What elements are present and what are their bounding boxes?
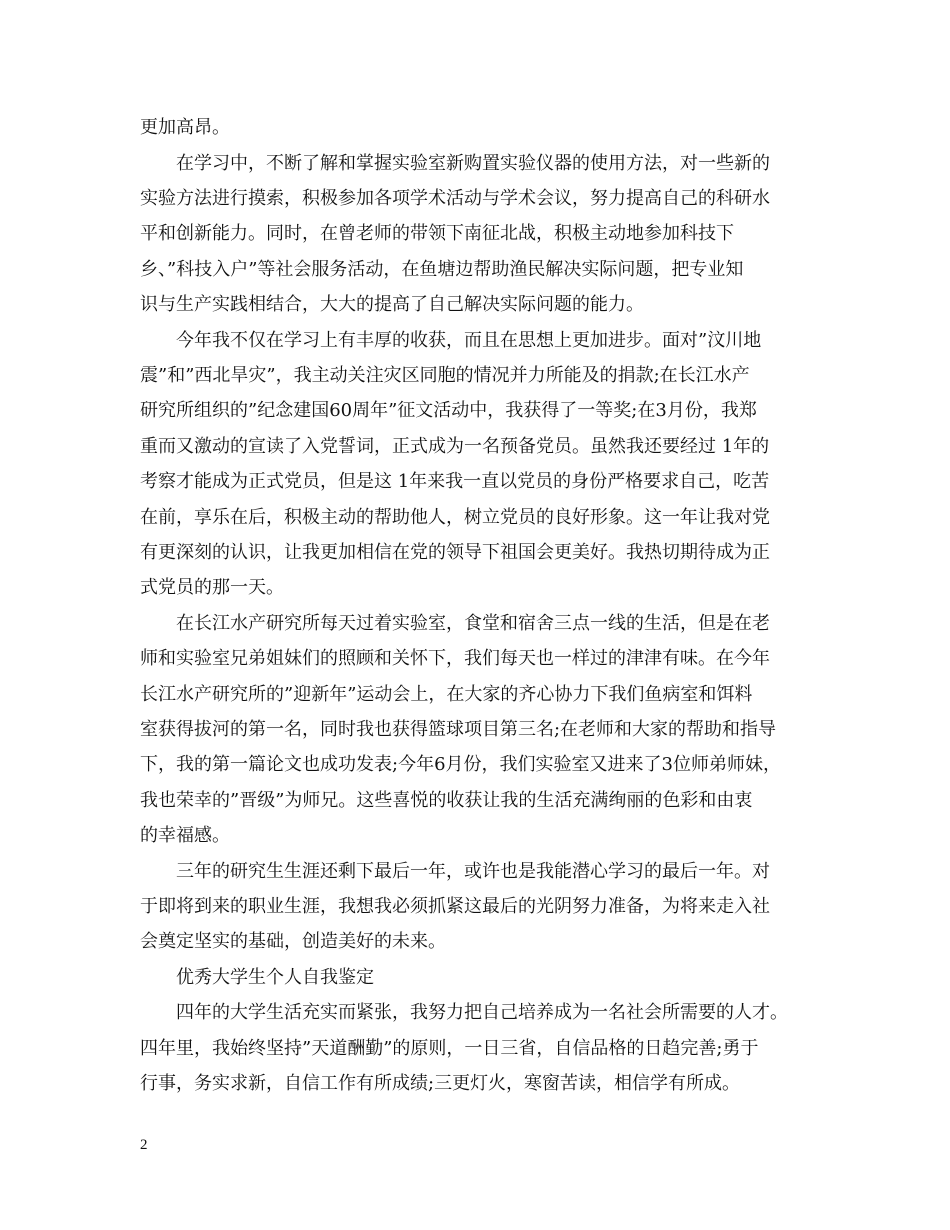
text-line: 三年的研究生生涯还剩下最后一年，或许也是我能潜心学习的最后一年。对 (140, 861, 770, 882)
text-line: 识与生产实践相结合，大大的提高了自己解决实际问题的能力。 (140, 294, 644, 315)
text-line: 更加高昂。 (140, 117, 230, 138)
text-line: 震”和”西北旱灾”，我主动关注灾区同胞的情况并力所能及的捐款;在长江水产 (140, 365, 750, 386)
text-line: 实验方法进行摸索，积极参加各项学术活动与学术会议，努力提高自己的科研水 (140, 188, 770, 209)
text-line: 在长江水产研究所每天过着实验室，食堂和宿舍三点一线的生活，但是在老 (140, 613, 770, 634)
text-line: 乡、”科技入户”等社会服务活动，在鱼塘边帮助渔民解决实际问题，把专业知 (140, 259, 744, 280)
text-line: 今年我不仅在学习上有丰厚的收获，而且在思想上更加进步。面对”汶川地 (140, 330, 762, 351)
text-line: 师和实验室兄弟姐妹们的照顾和关怀下，我们每天也一样过的津津有味。在今年 (140, 648, 770, 669)
page-number: 2 (140, 1137, 148, 1153)
section-heading: 优秀大学生个人自我鉴定 (140, 967, 374, 988)
text-line: 室获得拔河的第一名，同时我也获得篮球项目第三名;在老师和大家的帮助和指导 (140, 719, 777, 740)
text-line: 下，我的第一篇论文也成功发表;今年6月份，我们实验室又进来了3位师弟师妹， (140, 754, 781, 775)
text-line: 于即将到来的职业生涯，我想我必须抓紧这最后的光阴努力准备，为将来走入社 (140, 896, 770, 917)
text-line: 四年里，我始终坚持”天道酬勤”的原则，一日三省，自信品格的日趋完善;勇于 (140, 1038, 759, 1059)
text-line: 考察才能成为正式党员，但是这 1年来我一直以党员的身份严格要求自己，吃苦 (140, 471, 770, 492)
text-line: 四年的大学生活充实而紧张，我努力把自己培养成为一名社会所需要的人才。 (140, 1002, 788, 1023)
text-line: 在学习中，不断了解和掌握实验室新购置实验仪器的使用方法，对一些新的 (140, 153, 770, 174)
text-line: 重而又激动的宣读了入党誓词，正式成为一名预备党员。虽然我还要经过 1年的 (140, 436, 770, 457)
text-line: 行事，务实求新，自信工作有所成绩;三更灯火，寒窗苦读，相信学有所成。 (140, 1073, 741, 1094)
text-line: 会奠定坚实的基础，创造美好的未来。 (140, 931, 446, 952)
text-line: 研究所组织的”纪念建国60周年”征文活动中，我获得了一等奖;在3月份，我郑 (140, 400, 757, 421)
text-line: 平和创新能力。同时，在曾老师的带领下南征北战，积极主动地参加科技下 (140, 223, 734, 244)
text-line: 有更深刻的认识，让我更加相信在党的领导下祖国会更美好。我热切期待成为正 (140, 542, 770, 563)
text-line: 长江水产研究所的”迎新年”运动会上，在大家的齐心协力下我们鱼病室和饵料 (140, 684, 753, 705)
text-line: 的幸福感。 (140, 825, 230, 846)
text-line: 在前，享乐在后，积极主动的帮助他人，树立党员的良好形象。这一年让我对党 (140, 507, 770, 528)
text-line: 我也荣幸的”晋级”为师兄。这些喜悦的收获让我的生活充满绚丽的色彩和由衷 (140, 790, 753, 811)
text-line: 式党员的那一天。 (140, 577, 284, 598)
